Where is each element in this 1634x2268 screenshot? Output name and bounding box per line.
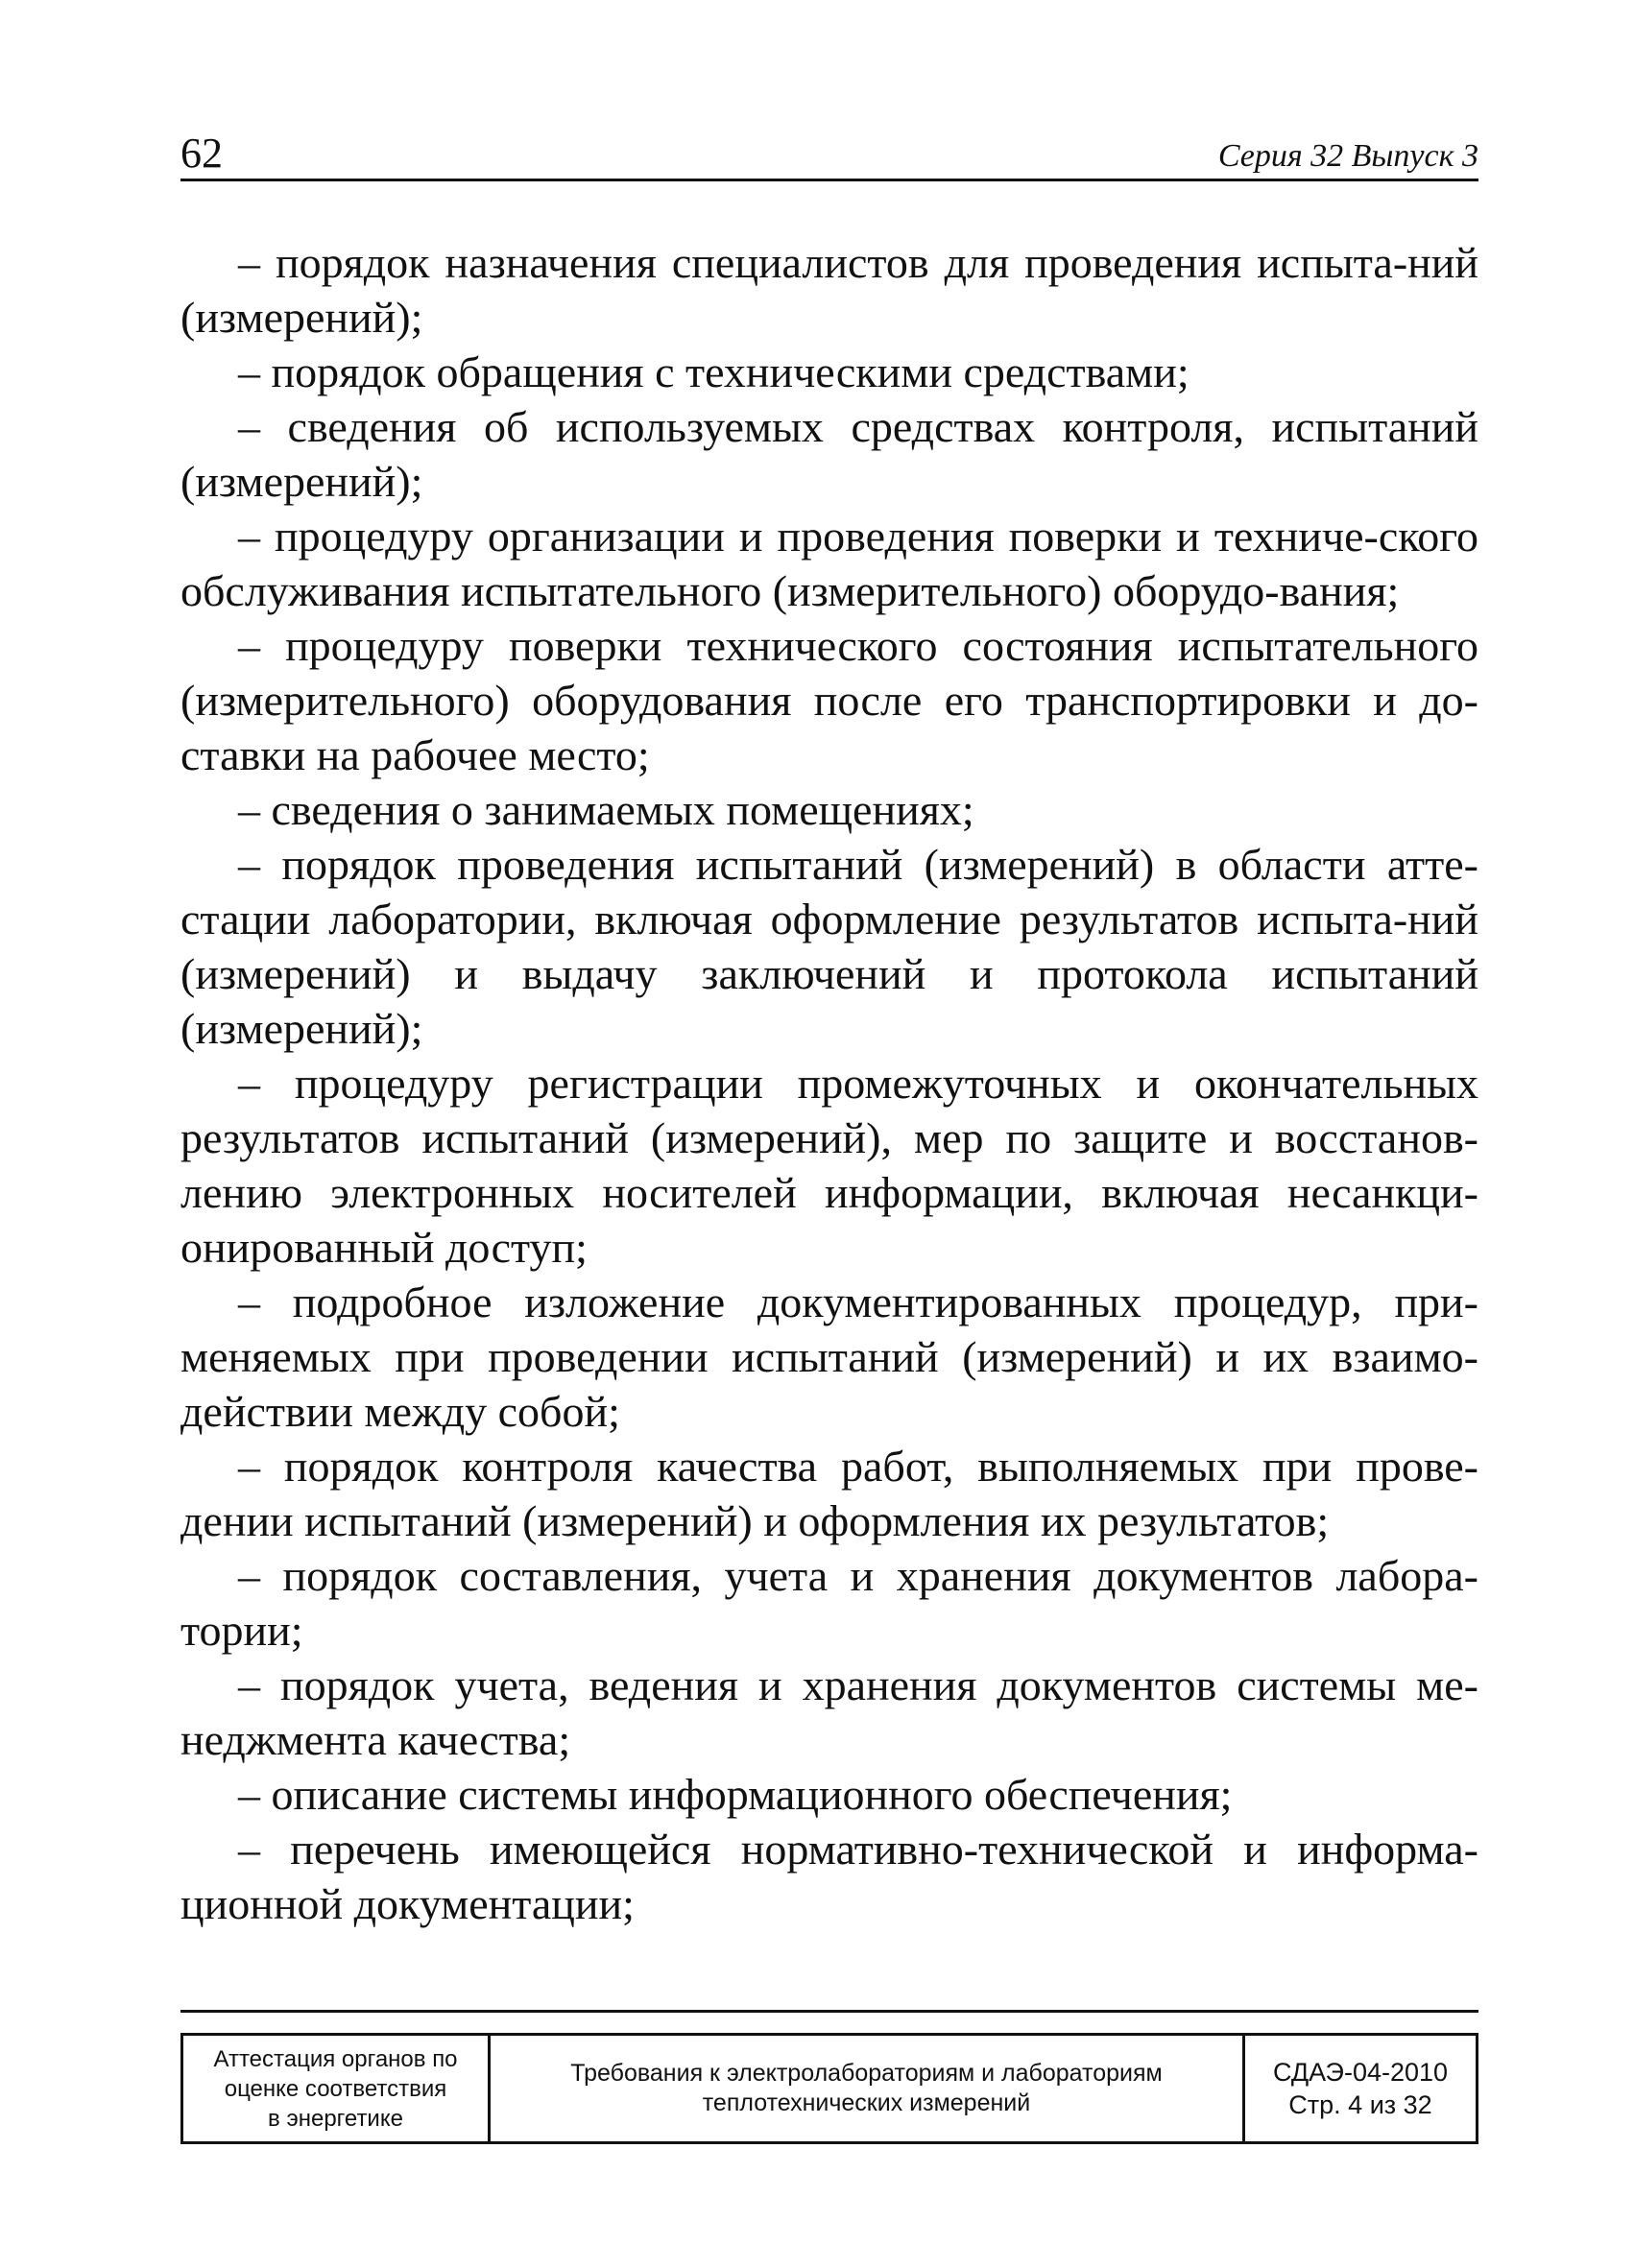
footer-organization-line: оценке соответствия	[224, 2075, 447, 2102]
document-page	[180, 125, 1478, 2132]
list-item: – перечень имеющейся нормативно-технической и информа-ционной документации;	[180, 1825, 1478, 1928]
footer-organization-line: в энергетике	[268, 2105, 403, 2132]
footer-page-count: Стр. 4 из 32	[1288, 2090, 1432, 2119]
footer-table	[180, 2033, 1478, 2144]
footer-document-title-cell	[491, 2036, 1245, 2141]
footer-document-code: СДАЭ-04-2010	[1272, 2058, 1449, 2087]
list-item: – сведения об используемых средствах контроля, испытаний (измерений);	[180, 402, 1478, 506]
list-item: – порядок обращения с техническими средствами;	[238, 347, 1189, 396]
series-title: Серия 32 Выпуск 3	[1217, 138, 1478, 174]
list-item: – сведения о занимаемых помещениях;	[238, 785, 974, 834]
list-item: – описание системы информационного обеспечения;	[238, 1770, 1233, 1819]
body-text	[180, 235, 1478, 1931]
page-number: 62	[180, 130, 223, 177]
list-item: – порядок контроля качества работ, выполняемых при прове-дении испытаний (измерений) и оформления их результатов;	[180, 1442, 1478, 1545]
footer-document-title-line: Требования к электролабораториям и лабораториям	[570, 2060, 1163, 2087]
footer-organization-line: Аттестация органов по	[213, 2045, 458, 2072]
running-header	[180, 125, 1478, 181]
list-item: – порядок назначения специалистов для проведения испыта-ний (измерений);	[180, 238, 1478, 342]
list-item: – порядок проведения испытаний (измерений) в области атте-стации лаборатории, включая оформление результатов испыта-ний (измерений) и выдачу заключений и протокола испытаний (измерений);	[180, 840, 1478, 1053]
list-item: – процедуру организации и проведения поверки и техниче-ского обслуживания испытательного (измерительного) оборудо-вания;	[180, 512, 1478, 615]
list-item: – подробное изложение документированных процедур, при-меняемых при проведении испытаний (измерений) и их взаимо-действии между собой;	[180, 1277, 1478, 1436]
list-item: – порядок учета, ведения и хранения документов системы ме-неджмента качества;	[180, 1660, 1478, 1764]
list-item: – процедуру поверки технического состояния испытательного (измерительного) оборудования после его транспортировки и до-ставки на рабочее место;	[180, 621, 1478, 779]
list-item: – порядок составления, учета и хранения документов лабора-тории;	[180, 1551, 1478, 1655]
footer-document-title-line: теплотехнических измерений	[702, 2089, 1031, 2116]
footer-document-code-cell	[1245, 2036, 1476, 2141]
footer-divider	[180, 2010, 1478, 2013]
footer-organization-cell	[183, 2036, 491, 2141]
list-item: – процедуру регистрации промежуточных и окончательных результатов испытаний (измерений), мер по защите и восстанов-лению электронных носителей информации, включая несанкци-онированный доступ;	[180, 1059, 1478, 1272]
